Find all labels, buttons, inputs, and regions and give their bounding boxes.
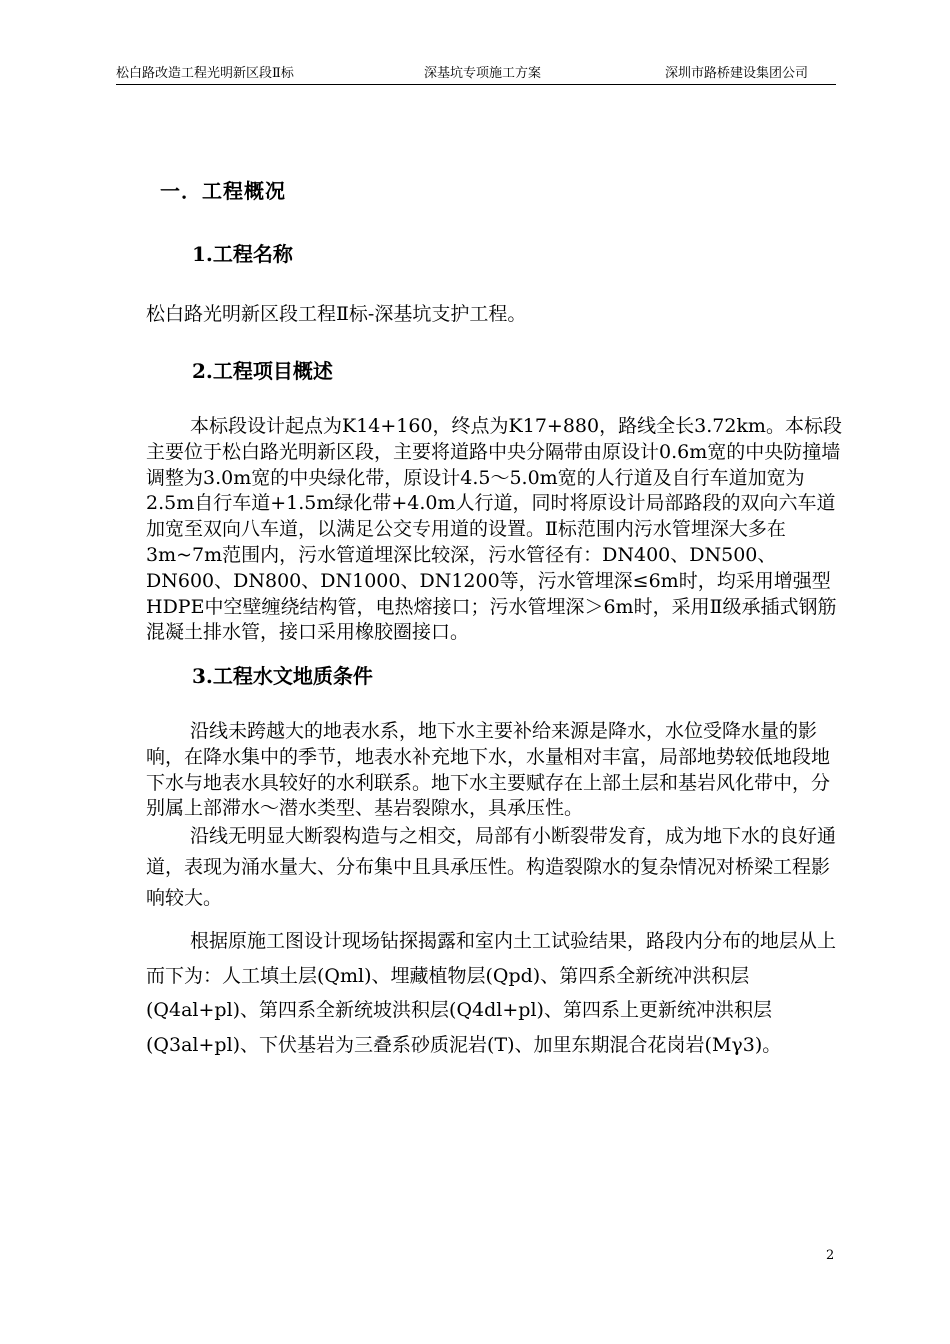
header-project-name: 松白路改造工程光明新区段Ⅱ标 bbox=[116, 66, 294, 81]
paragraph-hydrogeology-water: 沿线未跨越大的地表水系，地下水主要补给来源是降水，水位受降水量的影响，在降水集中的季节，地表水补充地下水，水量相对丰富，局部地势较低地段地下水与地表水具较好的水利联系。地下水主要赋存在上部土层和基岩风化带中，分别属上部滞水～潜水类型、基岩裂隙水，具承压性。 bbox=[146, 720, 831, 820]
page-header bbox=[116, 64, 836, 85]
paragraph-project-overview: 本标段设计起点为K14+160，终点为K17+880，路线全长3.72km。本标段主要位于松白路光明新区段，主要将道路中央分隔带由原设计0.6m宽的中央防撞墙调整为3.0m宽的中央绿化带，原设计4.5～5.0m宽的人行道及自行车道加宽为2.5m自行车道+1.5m绿化带+4.0m人行道，同时将原设计局部路段的双向六车道加宽至双向八车道，以满足公交专用道的设置。Ⅱ标范围内污水管埋深大多在3m~7m范围内，污水管道埋深比较深，污水管径有：DN400、DN500、DN600、DN800、DN1000、DN1200等，污水管埋深≤6m时，均采用增强型HDPE中空壁缠绕结构管，电热熔接口；污水管埋深＞6m时，采用Ⅱ级承插式钢筋混凝土排水管，接口采用橡胶圈接口。 bbox=[146, 415, 842, 644]
paragraph-hydrogeology-strata: 根据原施工图设计现场钻探揭露和室内土工试验结果，路段内分布的地层从上而下为：人工填土层(Qml)、埋藏植物层(Qpd)、第四系全新统冲洪积层(Q4al+pl)、第四系全新统坡洪积层(Q4dl+pl)、第四系上更新统冲洪积层(Q3al+pl)、下伏基岩为三叠系砂质泥岩(T)、加里东期混合花岗岩(Mγ3)。 bbox=[146, 930, 837, 1056]
subsection-title-project-name: 1.工程名称 bbox=[192, 242, 293, 266]
header-company-name: 深圳市路桥建设集团公司 bbox=[664, 66, 808, 81]
subsection-title-project-overview: 2.工程项目概述 bbox=[192, 359, 333, 383]
paragraph-project-name: 松白路光明新区段工程Ⅱ标-深基坑支护工程。 bbox=[146, 303, 527, 325]
page-number: 2 bbox=[826, 1248, 835, 1263]
header-document-title: 深基坑专项施工方案 bbox=[424, 66, 542, 81]
section-title: 一．工程概况 bbox=[160, 179, 286, 203]
paragraph-hydrogeology-faults: 沿线无明显大断裂构造与之相交，局部有小断裂带发育，成为地下水的良好通道，表现为涌水量大、分布集中且具承压性。构造裂隙水的复杂情况对桥梁工程影响较大。 bbox=[146, 825, 837, 909]
subsection-title-hydrogeology: 3.工程水文地质条件 bbox=[192, 664, 373, 688]
